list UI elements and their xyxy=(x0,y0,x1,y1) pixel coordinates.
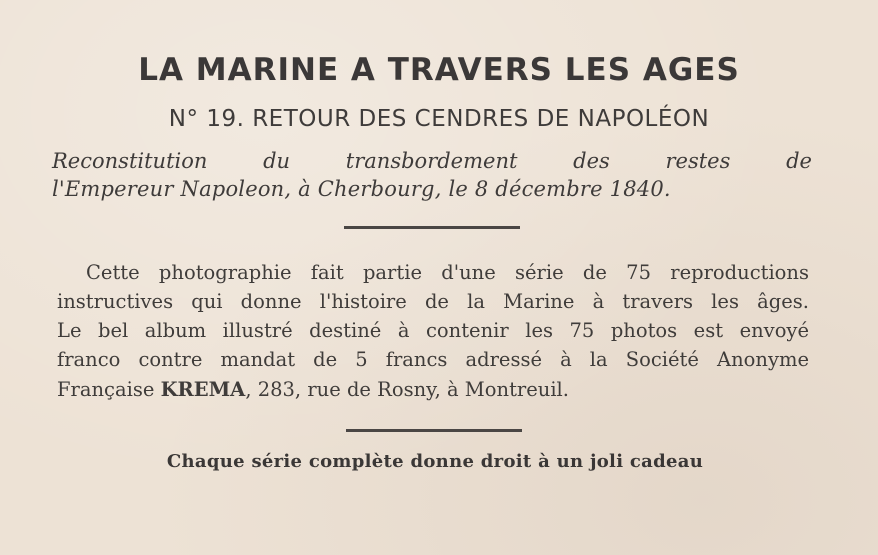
body-text-suffix: , 283, rue de Rosny, à Montreuil. xyxy=(245,378,569,401)
caption-line: l'Empereur Napoleon, à Cherbourg, le 8 décembre 1840. xyxy=(52,177,671,201)
brand-name: KREMA xyxy=(160,378,246,401)
divider-rule xyxy=(344,226,520,229)
footer-note: Chaque série complète donne droit à un joli cadeau xyxy=(166,451,704,472)
series-title: LA MARINE A TRAVERS LES AGES xyxy=(138,52,740,88)
body-text-line: Cette photographie fait partie d'une série de 75 reproductions xyxy=(86,261,809,284)
body-text-line: franco contre mandat de 5 francs adressé à la Société Anonyme xyxy=(57,348,809,371)
card-subtitle: N° 19. RETOUR DES CENDRES DE NAPOLÉON xyxy=(168,106,710,132)
body-text-line: Le bel album illustré destiné à contenir les 75 photos est envoyé xyxy=(57,319,809,342)
caption-line: Reconstitution du transbordement des restes de xyxy=(52,149,812,173)
body-text-line xyxy=(57,378,569,401)
divider-rule xyxy=(346,429,522,432)
body-text-prefix: Française xyxy=(57,378,161,401)
body-text-line: instructives qui donne l'histoire de la Marine à travers les âges. xyxy=(57,290,809,313)
